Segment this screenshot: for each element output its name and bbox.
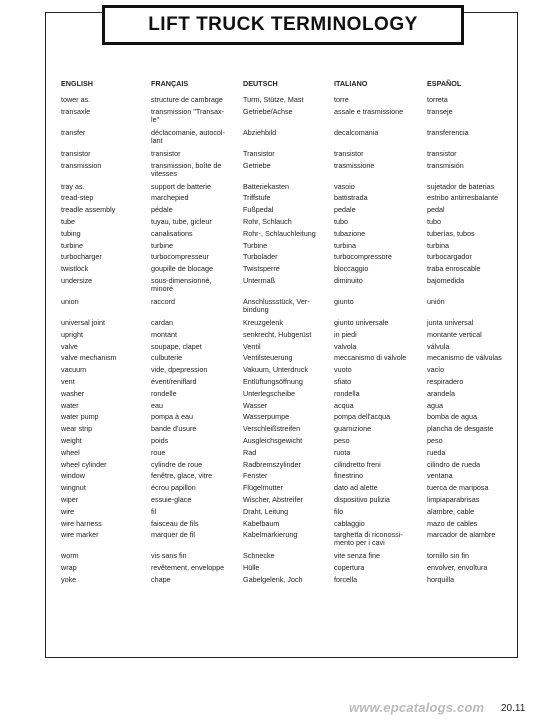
- column-header-deutsch: DEUTSCH: [243, 79, 278, 88]
- cell-english: yoke: [61, 574, 77, 584]
- cell-italiano: peso: [334, 435, 350, 445]
- terminology-table: [0, 96, 546, 588]
- cell-english: weight: [61, 435, 82, 445]
- cell-francais: évent/reniflard: [151, 376, 197, 386]
- cell-english: undersize: [61, 275, 93, 285]
- cell-espanol: turbina: [427, 240, 449, 250]
- cell-english: universal joint: [61, 317, 105, 327]
- cell-italiano: tubazione: [334, 228, 366, 238]
- cell-italiano: assale e trasmissione: [334, 106, 404, 116]
- cell-espanol: mecanismo de válvulas: [427, 353, 502, 363]
- cell-deutsch: Draht, Leitung: [243, 506, 289, 516]
- cell-deutsch: Entlüftungsöffnung: [243, 376, 303, 386]
- cell-italiano: ruota: [334, 447, 351, 457]
- cell-espanol: horquilla: [427, 574, 455, 584]
- cell-english: wiper: [61, 494, 79, 504]
- cell-italiano: acqua: [334, 400, 354, 410]
- cell-english: union: [61, 296, 79, 306]
- cell-espanol: tuberías, tubos: [427, 228, 475, 238]
- cell-deutsch: Getriebe: [243, 160, 271, 170]
- cell-english: wingnut: [61, 483, 86, 493]
- cell-italiano: sfiato: [334, 376, 352, 386]
- cell-italiano: vasoio: [334, 181, 355, 191]
- cell-english: tube: [61, 216, 75, 226]
- cell-italiano: targhetta di riconossi- mento per i cavi: [334, 530, 403, 548]
- cell-francais: rondelle: [151, 388, 177, 398]
- cell-deutsch: Unterlegscheibe: [243, 388, 295, 398]
- cell-italiano: vite senza fine: [334, 551, 380, 561]
- cell-francais: structure de cambrage: [151, 95, 223, 104]
- cell-espanol: vacío: [427, 365, 445, 375]
- cell-italiano: guarnizione: [334, 424, 372, 434]
- cell-italiano: tubo: [334, 216, 348, 226]
- cell-english: transaxle: [61, 106, 91, 116]
- cell-italiano: rondella: [334, 388, 360, 398]
- cell-francais: eau: [151, 400, 163, 410]
- cell-italiano: battistrada: [334, 193, 368, 203]
- cell-deutsch: Hülle: [243, 563, 260, 573]
- cell-english: treadle assembly: [61, 205, 116, 215]
- cell-deutsch: Rad: [243, 447, 257, 457]
- cell-deutsch: Rohr, Schlauch: [243, 216, 292, 226]
- cell-espanol: transmisión: [427, 160, 464, 170]
- cell-english: water pump: [61, 412, 99, 422]
- table-row: [0, 162, 546, 183]
- cell-espanol: tuerca de mariposa: [427, 483, 489, 493]
- cell-francais: cylindre de roue: [151, 459, 203, 469]
- table-row: [0, 298, 546, 319]
- table-row: [0, 129, 546, 150]
- cell-italiano: cablaggio: [334, 518, 365, 528]
- cell-espanol: pedal: [427, 205, 445, 215]
- cell-italiano: vuoto: [334, 365, 352, 375]
- cell-deutsch: Transistor: [243, 148, 275, 158]
- cell-italiano: dispositivo pulizia: [334, 494, 390, 504]
- cell-espanol: bomba de agua: [427, 412, 477, 422]
- cell-espanol: transeje: [427, 106, 453, 116]
- table-row: [0, 150, 546, 162]
- cell-espanol: alambre, cable: [427, 506, 475, 516]
- table-row: [0, 449, 546, 461]
- page-number: 20.11: [501, 703, 526, 714]
- cell-francais: marchepied: [151, 193, 189, 203]
- cell-deutsch: Gabelgelenk, Joch: [243, 574, 303, 584]
- cell-espanol: transistor: [427, 148, 457, 158]
- cell-francais: support de batterie: [151, 181, 211, 191]
- cell-francais: transmission, boîte de vitesses: [151, 160, 222, 178]
- cell-deutsch: Radbremszylinder: [243, 459, 301, 469]
- cell-deutsch: Batteriekasten: [243, 181, 289, 191]
- cell-espanol: torreta: [427, 95, 448, 104]
- cell-english: turbocharger: [61, 252, 102, 262]
- cell-francais: raccord: [151, 296, 175, 306]
- cell-francais: déclacomanie, autocol- lant: [151, 127, 225, 145]
- cell-francais: vide, dpepression: [151, 365, 208, 375]
- cell-english: wire harness: [61, 518, 102, 528]
- cell-francais: montant: [151, 329, 177, 339]
- table-row: [0, 390, 546, 402]
- column-headers: [0, 79, 546, 91]
- cell-english: wheel cylinder: [61, 459, 107, 469]
- cell-deutsch: Abziehbild: [243, 127, 277, 137]
- table-row: [0, 531, 546, 552]
- cell-italiano: turbocompressore: [334, 252, 392, 262]
- cell-english: window: [61, 471, 85, 481]
- cell-espanol: marcador de alambre: [427, 530, 496, 540]
- cell-francais: vis sans fin: [151, 551, 187, 561]
- cell-italiano: trasmissione: [334, 160, 375, 170]
- table-row: [0, 576, 546, 588]
- cell-francais: pompa à eau: [151, 412, 193, 422]
- cell-francais: chape: [151, 574, 171, 584]
- page-title: LIFT TRUCK TERMINOLOGY: [148, 14, 418, 35]
- cell-english: valve mechanism: [61, 353, 117, 363]
- table-row: [0, 331, 546, 343]
- cell-deutsch: Kabelbaum: [243, 518, 280, 528]
- cell-english: transmission: [61, 160, 102, 170]
- cell-espanol: bajomedida: [427, 275, 465, 285]
- cell-francais: essuie-glace: [151, 494, 192, 504]
- cell-italiano: copertura: [334, 563, 365, 573]
- table-row: [0, 108, 546, 129]
- cell-english: transfer: [61, 127, 86, 137]
- cell-english: wear strip: [61, 424, 93, 434]
- cell-francais: poids: [151, 435, 169, 445]
- cell-deutsch: Twistsperre: [243, 264, 280, 274]
- cell-francais: fil: [151, 506, 157, 516]
- cell-espanol: sujetador de baterias: [427, 181, 495, 191]
- cell-italiano: pompa dell'acqua: [334, 412, 391, 422]
- table-row: [0, 378, 546, 390]
- table-row: [0, 218, 546, 230]
- cell-english: tread-step: [61, 193, 94, 203]
- cell-espanol: estribo antirresbalante: [427, 193, 499, 203]
- cell-deutsch: Ventil: [243, 341, 261, 351]
- cell-espanol: plancha de desgaste: [427, 424, 494, 434]
- table-row: [0, 437, 546, 449]
- cell-espanol: envolver, envoltura: [427, 563, 488, 573]
- cell-italiano: meccanismo di valvole: [334, 353, 407, 363]
- cell-italiano: giunto universale: [334, 317, 389, 327]
- cell-italiano: decalcomania: [334, 127, 379, 137]
- cell-italiano: cilindretto freni: [334, 459, 381, 469]
- cell-deutsch: senkrecht, Hubgerüst: [243, 329, 312, 339]
- cell-english: tray as.: [61, 181, 85, 191]
- cell-espanol: junta universal: [427, 317, 474, 327]
- table-row: [0, 508, 546, 520]
- cell-english: transistor: [61, 148, 91, 158]
- cell-francais: transistor: [151, 148, 181, 158]
- cell-italiano: diminuito: [334, 275, 363, 285]
- cell-francais: tuyau, tube, gicleur: [151, 216, 212, 226]
- cell-deutsch: Schnecke: [243, 551, 275, 561]
- cell-deutsch: Ausgleichsgewicht: [243, 435, 303, 445]
- cell-english: washer: [61, 388, 85, 398]
- table-row: [0, 496, 546, 508]
- cell-english: valve: [61, 341, 78, 351]
- cell-francais: faisceau de fils: [151, 518, 199, 528]
- cell-francais: pédale: [151, 205, 173, 215]
- cell-espanol: respiradero: [427, 376, 464, 386]
- cell-espanol: tornillo sin fin: [427, 551, 469, 561]
- column-header-english: ENGLISH: [61, 79, 93, 88]
- cell-italiano: filo: [334, 506, 344, 516]
- cell-deutsch: Flügelmutter: [243, 483, 283, 493]
- cell-francais: culbuterie: [151, 353, 183, 363]
- cell-francais: bande d'usure: [151, 424, 197, 434]
- cell-deutsch: Ventilsteuerung: [243, 353, 293, 363]
- cell-francais: transmission "Transax- le": [151, 106, 224, 124]
- cell-deutsch: Getriebe/Achse: [243, 106, 293, 116]
- cell-italiano: valvola: [334, 341, 357, 351]
- cell-italiano: in piedi: [334, 329, 357, 339]
- cell-italiano: transistor: [334, 148, 364, 158]
- cell-francais: sous-dimensionné, minoré: [151, 275, 212, 293]
- cell-deutsch: Wasserpumpe: [243, 412, 290, 422]
- cell-espanol: limpiaparabrisas: [427, 494, 480, 504]
- cell-francais: marquer de fil: [151, 530, 195, 540]
- cell-italiano: turbina: [334, 240, 356, 250]
- table-row: [0, 319, 546, 331]
- cell-english: vent: [61, 376, 75, 386]
- cell-espanol: válvula: [427, 341, 450, 351]
- cell-deutsch: Turbine: [243, 240, 268, 250]
- cell-deutsch: Triffstufe: [243, 193, 271, 203]
- cell-english: tubing: [61, 228, 81, 238]
- cell-english: twistlock: [61, 264, 89, 274]
- cell-deutsch: Wasser: [243, 400, 268, 410]
- cell-italiano: finestrino: [334, 471, 364, 481]
- cell-deutsch: Wischer, Abstreifer: [243, 494, 303, 504]
- cell-deutsch: Fenster: [243, 471, 268, 481]
- cell-italiano: torre: [334, 95, 349, 104]
- watermark-url: www.epcatalogs.com: [349, 700, 485, 715]
- column-header-italiano: ITALIANO: [334, 79, 368, 88]
- cell-deutsch: Turm, Stütze, Mast: [243, 95, 304, 104]
- cell-espanol: agua: [427, 400, 443, 410]
- cell-deutsch: Anschlussstück, Ver- bindung: [243, 296, 310, 314]
- cell-francais: écrou papillon: [151, 483, 196, 493]
- cell-deutsch: Untermaß: [243, 275, 275, 285]
- cell-deutsch: Vakuum, Unterdruck: [243, 365, 308, 375]
- cell-italiano: giunto: [334, 296, 354, 306]
- cell-francais: roue: [151, 447, 166, 457]
- cell-italiano: pedale: [334, 205, 356, 215]
- cell-deutsch: Verschleißstreifen: [243, 424, 301, 434]
- cell-espanol: cilindro de rueda: [427, 459, 481, 469]
- cell-espanol: montante vertical: [427, 329, 482, 339]
- cell-italiano: forcella: [334, 574, 358, 584]
- cell-deutsch: Fußpedal: [243, 205, 274, 215]
- cell-espanol: rueda: [427, 447, 446, 457]
- column-header-francais: FRANÇAIS: [151, 79, 189, 88]
- cell-espanol: arandela: [427, 388, 455, 398]
- title-box: [102, 5, 464, 45]
- cell-espanol: mazo de cables: [427, 518, 478, 528]
- cell-francais: turbocompresseur: [151, 252, 209, 262]
- cell-francais: canalisations: [151, 228, 193, 238]
- cell-francais: soupape, clapet: [151, 341, 202, 351]
- cell-francais: goupille de blocage: [151, 264, 213, 274]
- cell-english: turbine: [61, 240, 83, 250]
- cell-english: water: [61, 400, 79, 410]
- cell-english: wheel: [61, 447, 80, 457]
- cell-espanol: peso: [427, 435, 443, 445]
- column-header-espanol: ESPAÑOL: [427, 79, 462, 88]
- cell-espanol: unión: [427, 296, 445, 306]
- cell-english: vacuum: [61, 365, 87, 375]
- cell-english: wire marker: [61, 530, 99, 540]
- cell-francais: fenêtre, glace, vitre: [151, 471, 213, 481]
- cell-deutsch: Rohr-, Schlauchleitung: [243, 228, 316, 238]
- cell-deutsch: Kreuzgelenk: [243, 317, 283, 327]
- cell-francais: cardan: [151, 317, 173, 327]
- cell-english: worm: [61, 551, 79, 561]
- cell-english: upright: [61, 329, 83, 339]
- cell-italiano: bloccaggio: [334, 264, 369, 274]
- cell-deutsch: Kabelmarkierung: [243, 530, 298, 540]
- table-row: [0, 230, 546, 242]
- cell-english: wrap: [61, 563, 77, 573]
- cell-francais: turbine: [151, 240, 173, 250]
- cell-english: wire: [61, 506, 75, 516]
- cell-espanol: traba enroscable: [427, 264, 481, 274]
- cell-espanol: transferencia: [427, 127, 469, 137]
- cell-english: tower as.: [61, 95, 91, 104]
- table-row: [0, 277, 546, 298]
- cell-italiano: dato ad alette: [334, 483, 378, 493]
- cell-espanol: turbocargador: [427, 252, 472, 262]
- cell-deutsch: Turbolader: [243, 252, 278, 262]
- cell-espanol: tubo: [427, 216, 441, 226]
- cell-francais: revêtement, enveloppe: [151, 563, 225, 573]
- cell-espanol: ventana: [427, 471, 453, 481]
